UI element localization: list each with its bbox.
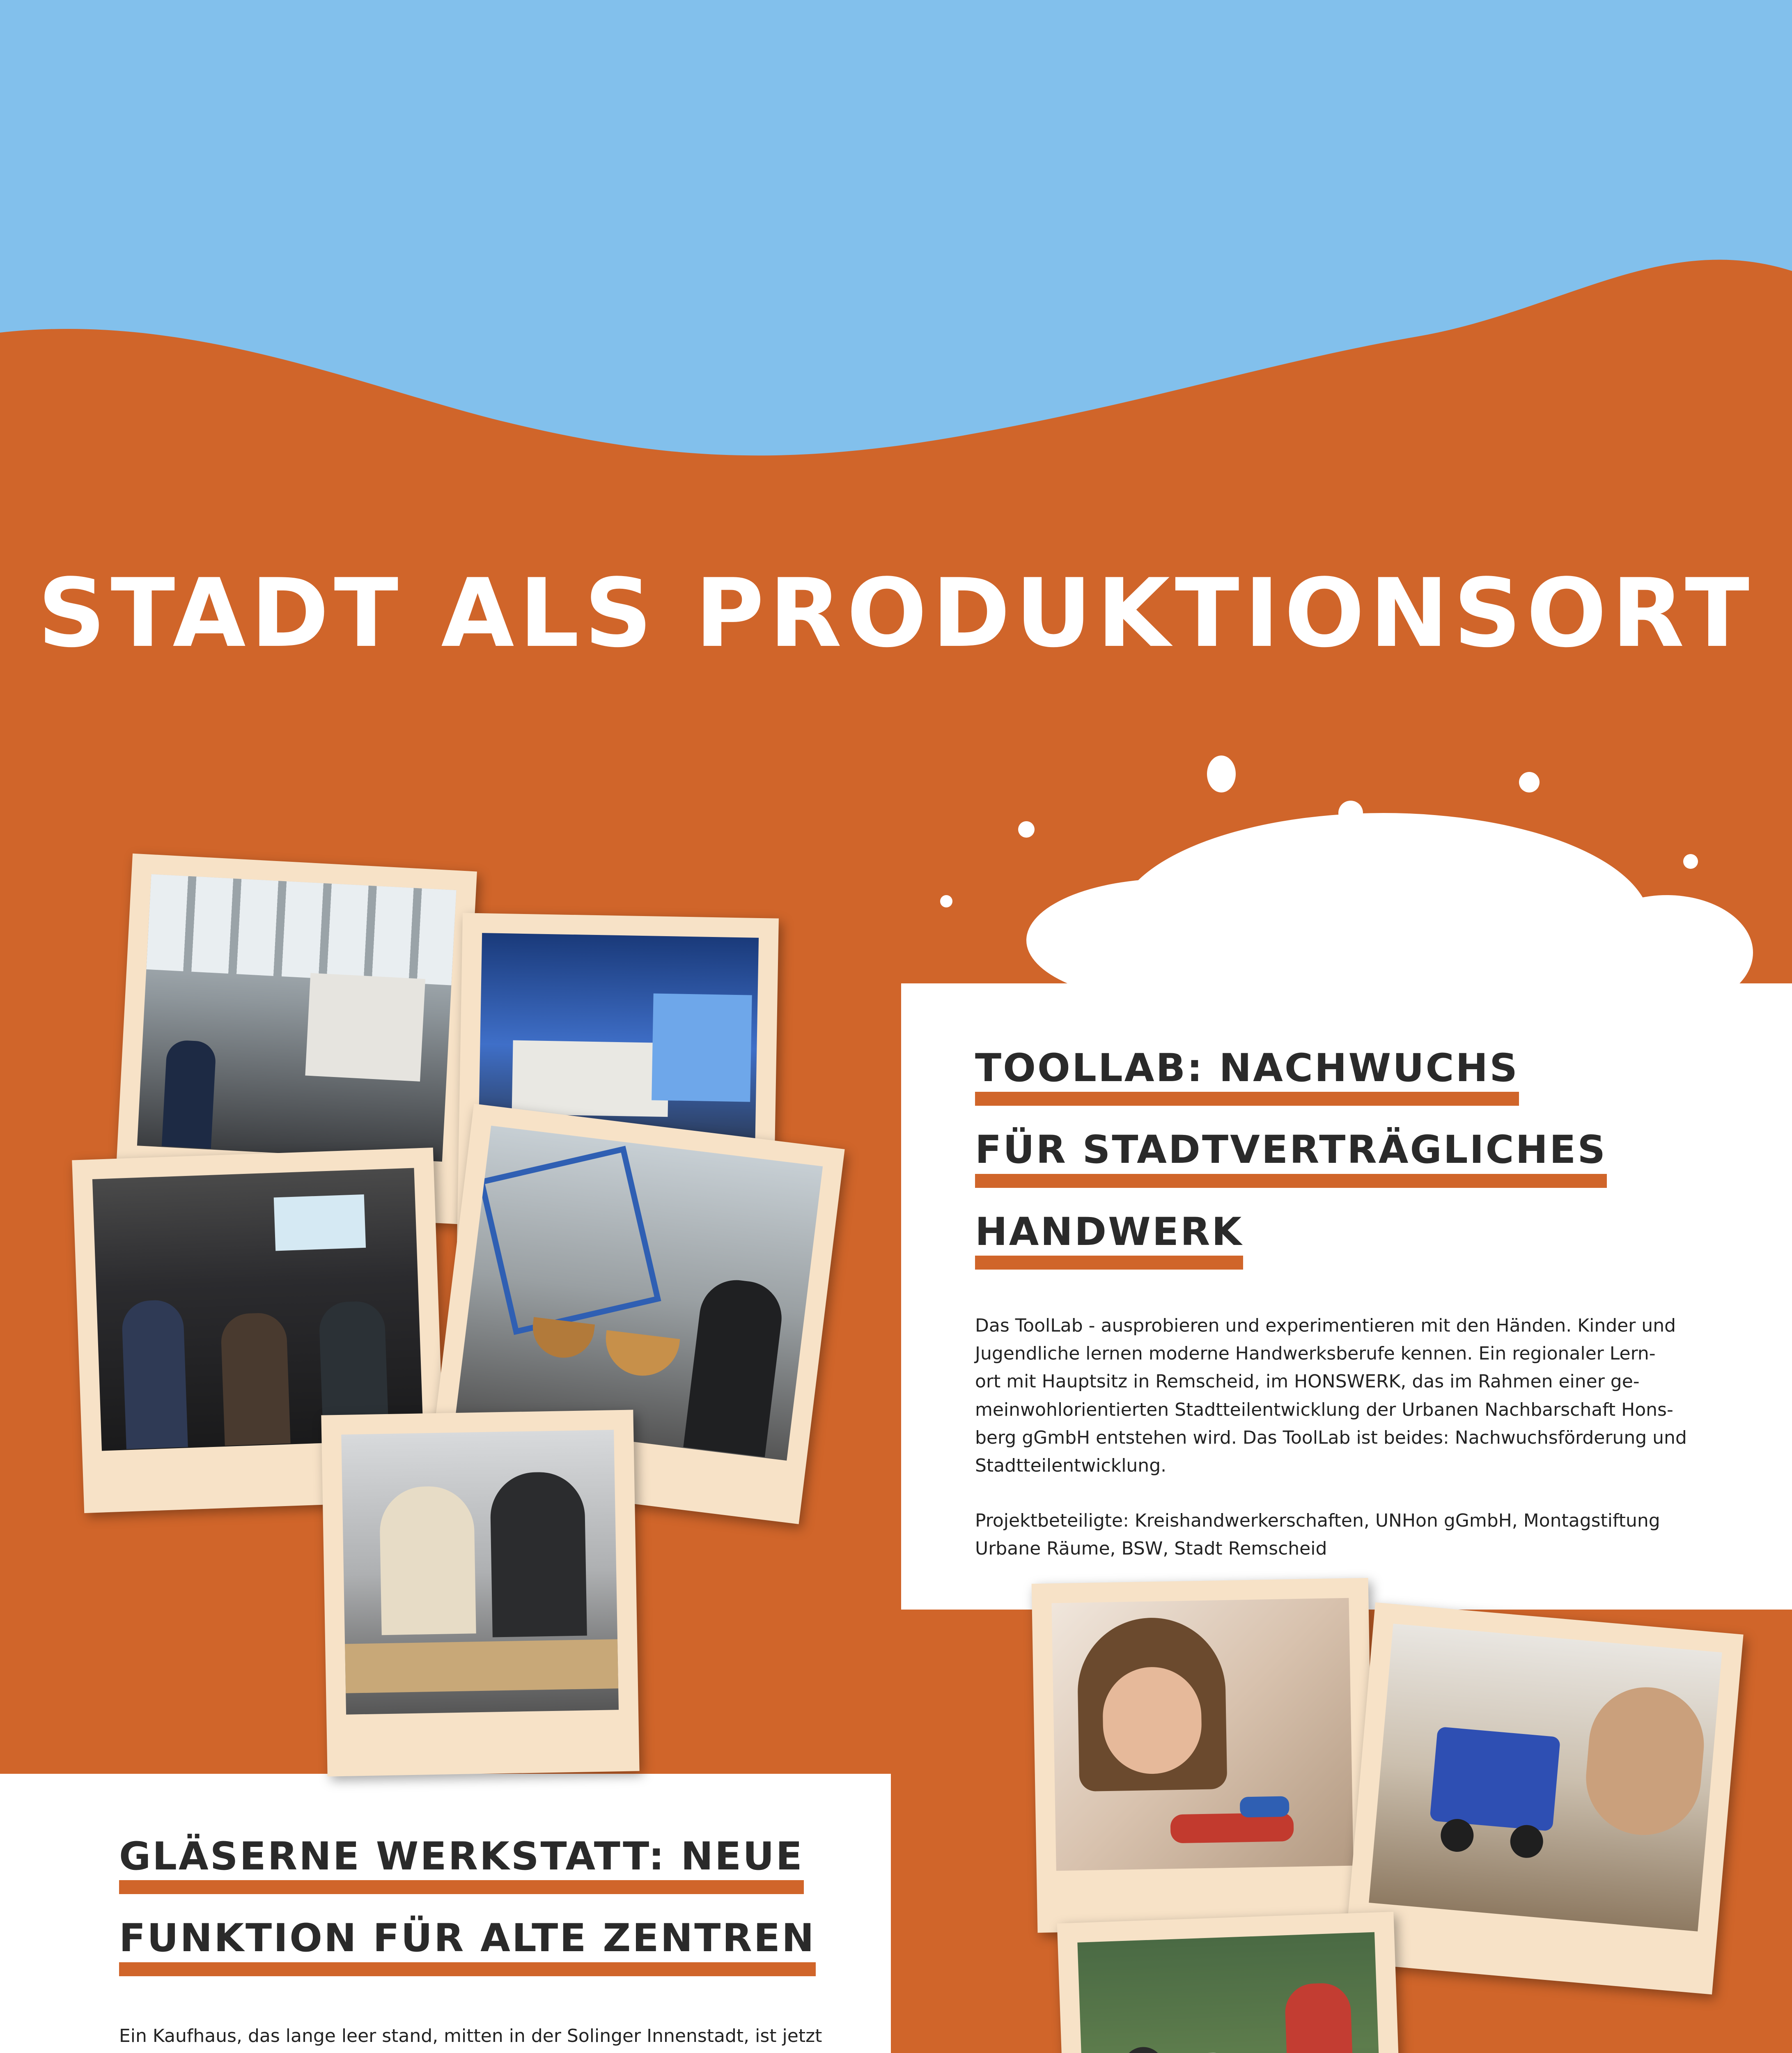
toollab-body-line: berg gGmbH entstehen wird. Das ToolLab ist beides: Nachwuchsförderung und [975,1427,1687,1448]
photo-toollab-girl [1032,1578,1374,1933]
toollab-participants-line: Projektbeteiligte: Kreishandwerkerschaften, UNHon gGmbH, Montagstiftung [975,1510,1660,1532]
toollab-heading-line-2: FÜR STADTVERTRÄGLICHES [975,1129,1607,1187]
sky-background [0,0,1792,493]
werkstatt-body-line [119,2050,883,2053]
photo-toollab-group [1057,1912,1407,2053]
toollab-heading-line-3: HANDWERK [975,1211,1607,1270]
toollab-participants-line: Urbane Räume, BSW, Stadt Remscheid [975,1538,1327,1559]
toollab-body-line: meinwohlorientierten Stadtteilentwicklung der Urbanen Nachbarschaft Hons- [975,1399,1673,1420]
toollab-body-line: Stadtteilentwicklung. [975,1455,1167,1476]
toollab-heading-line-1: TOOLLAB: NACHWUCHS [975,1047,1607,1106]
werkstatt-heading-line-2: FUNKTION FÜR ALTE ZENTREN [119,1917,816,1976]
toollab-body-line: ort mit Hauptsitz in Remscheid, im HONSWERK, das im Rahmen einer ge- [975,1371,1640,1392]
toollab-body-line: Jugendliche lernen moderne Handwerksberufe kennen. Ein regionaler Lern- [975,1343,1656,1364]
werkstatt-panel [0,1774,891,2053]
photo-werkstatt-workbench [321,1410,639,1776]
page-title: STADT ALS PRODUKTIONSORT [37,559,1755,668]
werkstatt-heading-line-1: GLÄSERNE WERKSTATT: NEUE [119,1835,816,1894]
toollab-body-line: Das ToolLab - ausprobieren und experimentieren mit den Händen. Kinder und [975,1315,1676,1336]
werkstatt-body-line: Ein Kaufhaus, das lange leer stand, mitten in der Solinger Innenstadt, ist jetzt [119,2025,822,2046]
toollab-panel [901,983,1792,1610]
photo-toollab-boy-vehicle [1344,1602,1743,1994]
